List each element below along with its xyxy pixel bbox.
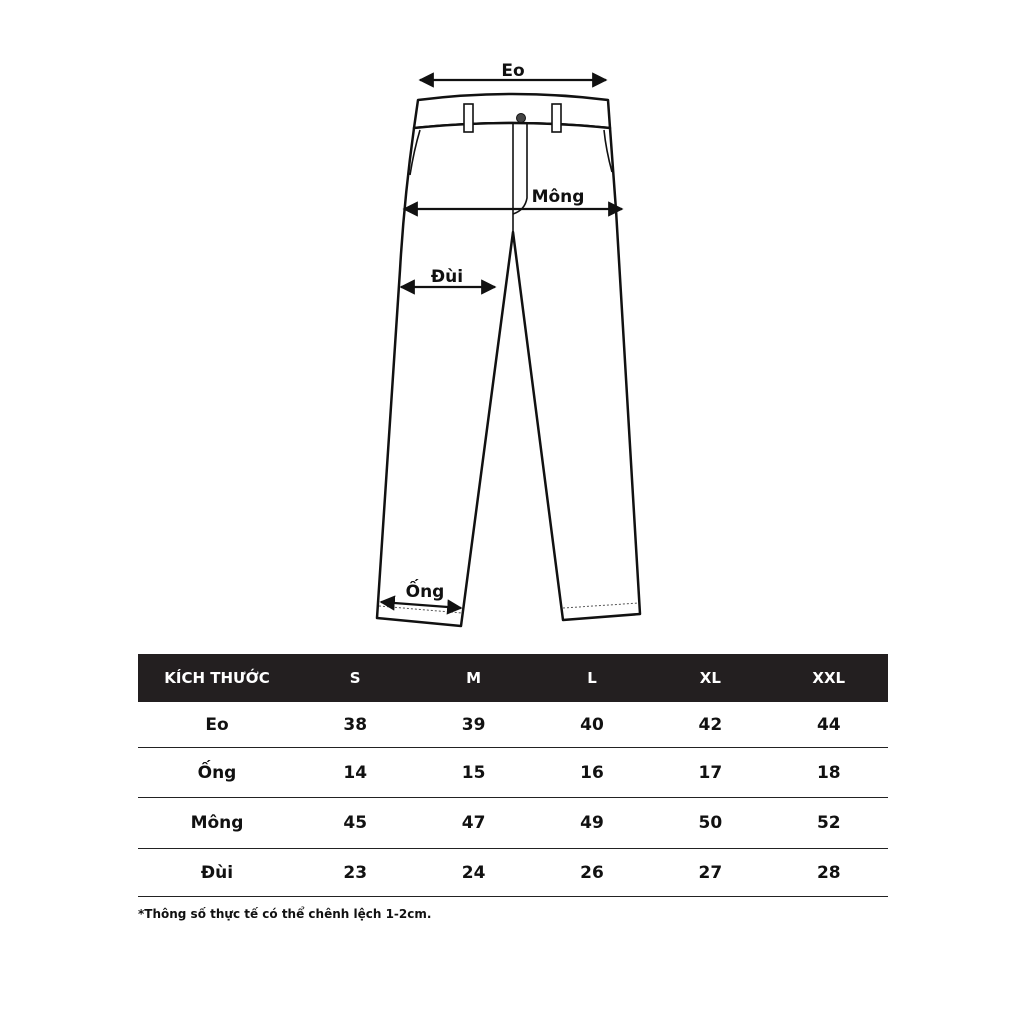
row-label: Eo xyxy=(138,702,296,748)
table-cell: 23 xyxy=(296,849,414,897)
table-cell: 28 xyxy=(770,849,888,897)
table-cell: 45 xyxy=(296,798,414,849)
table-row xyxy=(138,798,888,849)
header-cell: M xyxy=(414,654,532,702)
table-cell: 14 xyxy=(296,748,414,798)
header-cell: S xyxy=(296,654,414,702)
table-cell: 42 xyxy=(651,702,769,748)
footnote: *Thông số thực tế có thể chênh lệch 1-2cm. xyxy=(138,907,432,921)
table-cell: 24 xyxy=(414,849,532,897)
header-cell: XL xyxy=(651,654,769,702)
pants-outline xyxy=(377,94,640,626)
header-cell: XXL xyxy=(770,654,888,702)
table-cell: 15 xyxy=(414,748,532,798)
table-header-row xyxy=(138,654,888,702)
row-label: Ống xyxy=(138,748,296,798)
thigh-label: Đùi xyxy=(430,267,464,287)
hem-label: Ống xyxy=(405,582,445,602)
button-icon xyxy=(517,114,526,123)
size-table xyxy=(138,654,888,897)
table-row xyxy=(138,849,888,897)
belt-loop-left xyxy=(464,104,473,132)
row-label: Đùi xyxy=(138,849,296,897)
waist-label: Eo xyxy=(501,61,525,81)
row-label: Mông xyxy=(138,798,296,849)
table-cell: 44 xyxy=(770,702,888,748)
hip-label: Mông xyxy=(531,187,585,207)
table-cell: 17 xyxy=(651,748,769,798)
table-cell: 47 xyxy=(414,798,532,849)
table-cell: 18 xyxy=(770,748,888,798)
table-cell: 16 xyxy=(533,748,651,798)
table-row xyxy=(138,748,888,798)
table-cell: 52 xyxy=(770,798,888,849)
table-row xyxy=(138,702,888,748)
belt-loop-right xyxy=(552,104,561,132)
header-cell: KÍCH THƯỚC xyxy=(138,654,296,702)
table-cell: 38 xyxy=(296,702,414,748)
table-cell: 39 xyxy=(414,702,532,748)
table-cell: 50 xyxy=(651,798,769,849)
table-cell: 40 xyxy=(533,702,651,748)
table-cell: 27 xyxy=(651,849,769,897)
table-cell: 49 xyxy=(533,798,651,849)
table-cell: 26 xyxy=(533,849,651,897)
header-cell: L xyxy=(533,654,651,702)
